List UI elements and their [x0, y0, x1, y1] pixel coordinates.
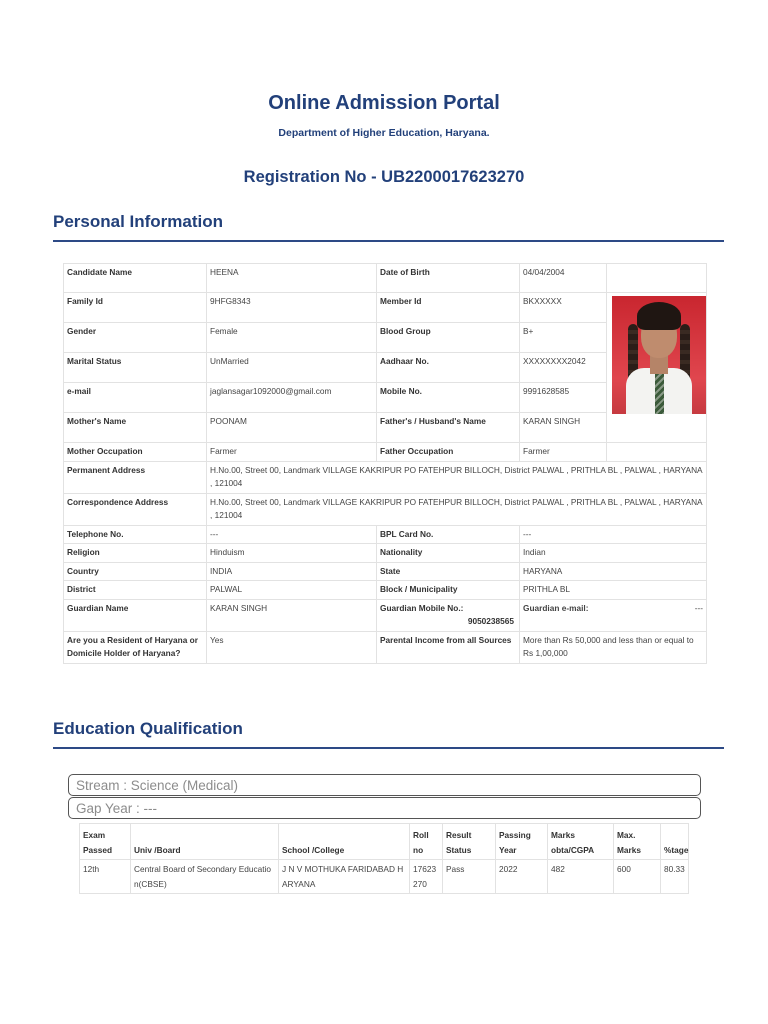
- field-label: Aadhaar No.: [377, 353, 520, 383]
- personal-row: [64, 544, 707, 563]
- table-cell: 600: [614, 860, 661, 894]
- field-label: Father Occupation: [377, 443, 520, 462]
- field-label: Mobile No.: [377, 383, 520, 413]
- personal-row: [64, 562, 707, 581]
- personal-row: [64, 264, 707, 293]
- personal-info-table: [63, 263, 707, 664]
- field-value: More than Rs 50,000 and less than or equal to Rs 1,00,000: [520, 631, 707, 663]
- education-table: [79, 823, 689, 894]
- guardian-mobile-cell: [377, 599, 520, 631]
- field-value: Farmer: [520, 443, 607, 462]
- column-header: Max. Marks: [614, 824, 661, 860]
- field-value: ---: [207, 525, 377, 544]
- education-section-title: Education Qualification: [53, 719, 243, 738]
- field-value: PALWAL: [207, 581, 377, 600]
- address-row: [64, 493, 707, 525]
- field-value: HEENA: [207, 264, 377, 293]
- field-value: Hinduism: [207, 544, 377, 563]
- photo-spacer-cell: [607, 443, 707, 462]
- table-row: [80, 860, 689, 894]
- field-value: 9HFG8343: [207, 293, 377, 323]
- field-value: PRITHLA BL: [520, 581, 707, 600]
- field-label: Guardian e-mail:: [523, 602, 589, 613]
- field-label: Marital Status: [64, 353, 207, 383]
- field-value: H.No.00, Street 00, Landmark VILLAGE KAKRIPUR PO FATEHPUR BILLOCH, District PALWAL , PRITHLA BL , PALWAL , HARYANA , 121004: [207, 493, 707, 525]
- personal-row: [64, 581, 707, 600]
- guardian-email-cell: [520, 599, 707, 631]
- personal-row: [64, 293, 707, 323]
- table-cell: J N V MOTHUKA FARIDABAD HARYANA: [279, 860, 410, 894]
- field-label: Telephone No.: [64, 525, 207, 544]
- field-label: Gender: [64, 323, 207, 353]
- table-cell: Central Board of Secondary Education(CBSE): [131, 860, 279, 894]
- field-label: Parental Income from all Sources: [377, 631, 520, 663]
- photo-spacer-cell: [607, 264, 707, 293]
- field-value: UnMarried: [207, 353, 377, 383]
- table-cell: 2022: [496, 860, 548, 894]
- field-value: XXXXXXXX2042: [520, 353, 607, 383]
- guardian-row: [64, 599, 707, 631]
- field-value: 04/04/2004: [520, 264, 607, 293]
- field-value: KARAN SINGH: [520, 413, 607, 443]
- personal-row: [64, 525, 707, 544]
- field-value: Farmer: [207, 443, 377, 462]
- column-header: Result Status: [443, 824, 496, 860]
- field-value: ---: [694, 602, 703, 613]
- stream-field: Stream : Science (Medical): [68, 774, 701, 796]
- field-label: Country: [64, 562, 207, 581]
- table-cell: 482: [548, 860, 614, 894]
- field-label: District: [64, 581, 207, 600]
- table-cell: 80.33: [661, 860, 689, 894]
- field-label: Candidate Name: [64, 264, 207, 293]
- personal-section-title: Personal Information: [53, 212, 224, 231]
- field-value: POONAM: [207, 413, 377, 443]
- field-value: B+: [520, 323, 607, 353]
- field-label: Permanent Address: [64, 461, 207, 493]
- column-header: Marks obta/CGPA: [548, 824, 614, 860]
- field-label: Mother Occupation: [64, 443, 207, 462]
- department-subtitle: Department of Higher Education, Haryana.: [278, 127, 490, 139]
- registration-number: Registration No - UB2200017623270: [243, 168, 525, 186]
- column-header: Roll no: [410, 824, 443, 860]
- field-label: Guardian Name: [64, 599, 207, 631]
- column-header: School /College: [279, 824, 410, 860]
- column-header: Univ /Board: [131, 824, 279, 860]
- field-label: Member Id: [377, 293, 520, 323]
- education-section-rule: [53, 747, 724, 749]
- field-label: Father's / Husband's Name: [377, 413, 520, 443]
- field-label: State: [377, 562, 520, 581]
- field-label: Mother's Name: [64, 413, 207, 443]
- table-cell: 12th: [80, 860, 131, 894]
- field-label: Family Id: [64, 293, 207, 323]
- table-cell: Pass: [443, 860, 496, 894]
- table-cell: 17623270: [410, 860, 443, 894]
- personal-section-rule: [53, 240, 724, 242]
- field-label: Date of Birth: [377, 264, 520, 293]
- address-row: [64, 461, 707, 493]
- field-label: BPL Card No.: [377, 525, 520, 544]
- field-value: Yes: [207, 631, 377, 663]
- field-value: 9050238565: [467, 616, 514, 626]
- field-label: Blood Group: [377, 323, 520, 353]
- gap-year-field: Gap Year : ---: [68, 797, 701, 819]
- field-value: BKXXXXX: [520, 293, 607, 323]
- resident-row: [64, 631, 707, 663]
- field-label: Nationality: [377, 544, 520, 563]
- field-value: jaglansagar1092000@gmail.com: [207, 383, 377, 413]
- field-value: INDIA: [207, 562, 377, 581]
- field-label: Religion: [64, 544, 207, 563]
- photo-cell: [607, 293, 707, 443]
- personal-row: [64, 443, 707, 462]
- field-value: HARYANA: [520, 562, 707, 581]
- column-header: Exam Passed: [80, 824, 131, 860]
- field-value: KARAN SINGH: [207, 599, 377, 631]
- field-value: Indian: [520, 544, 707, 563]
- field-label: Correspondence Address: [64, 493, 207, 525]
- field-value: Female: [207, 323, 377, 353]
- column-header: %tage: [661, 824, 689, 860]
- candidate-photo: [612, 296, 706, 414]
- field-value: 9991628585: [520, 383, 607, 413]
- field-label: Block / Municipality: [377, 581, 520, 600]
- field-label: Guardian Mobile No.:: [380, 602, 464, 613]
- field-label: e-mail: [64, 383, 207, 413]
- field-value: H.No.00, Street 00, Landmark VILLAGE KAKRIPUR PO FATEHPUR BILLOCH, District PALWAL , PRITHLA BL , PALWAL , HARYANA , 121004: [207, 461, 707, 493]
- column-header: Passing Year: [496, 824, 548, 860]
- field-value: ---: [520, 525, 707, 544]
- page-title: Online Admission Portal: [268, 92, 500, 114]
- field-label: Are you a Resident of Haryana or Domicile Holder of Haryana?: [64, 631, 207, 663]
